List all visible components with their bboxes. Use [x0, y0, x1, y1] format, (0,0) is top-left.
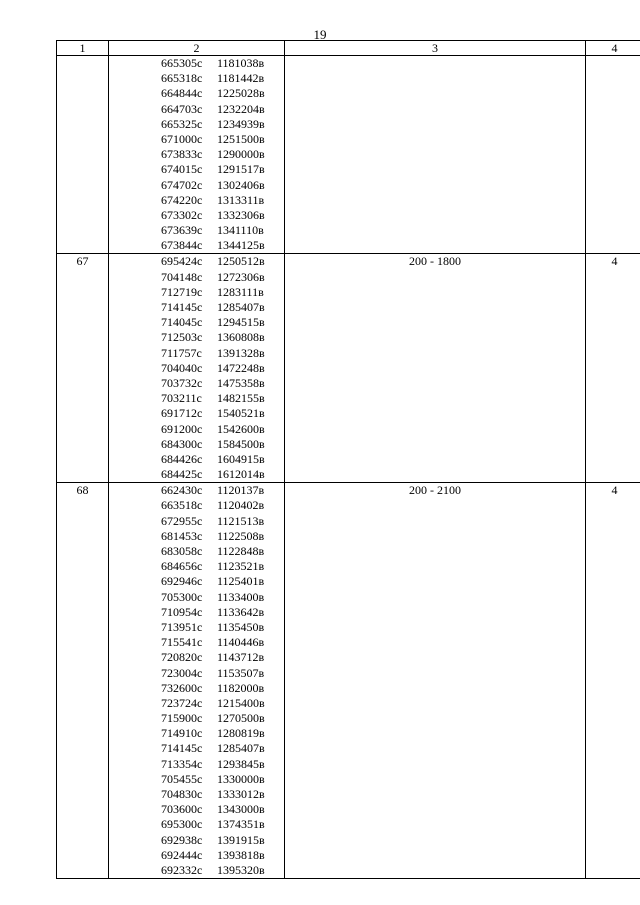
latitude-value: 684656с	[161, 559, 203, 574]
coordinate-pair	[109, 711, 284, 726]
longitude-value: 1472248в	[217, 360, 265, 375]
latitude-value: 703600с	[161, 802, 203, 817]
coordinate-pair	[109, 102, 284, 117]
longitude-value: 1291517в	[217, 162, 265, 177]
coordinate-pair	[109, 178, 284, 193]
coordinate-pair	[109, 514, 284, 529]
latitude-value: 695424с	[161, 254, 203, 269]
coordinate-pair	[109, 635, 284, 650]
longitude-value: 1181038в	[217, 56, 265, 70]
coordinate-pair	[109, 56, 284, 71]
category-value	[586, 56, 640, 254]
longitude-value: 1302406в	[217, 177, 265, 192]
category-value: 4	[586, 254, 640, 483]
longitude-value: 1140446в	[217, 635, 265, 650]
coordinate-pair	[109, 757, 284, 772]
depth-range: 200 - 2100	[285, 483, 586, 879]
longitude-value: 1341110в	[217, 223, 264, 238]
latitude-value: 715541с	[161, 635, 203, 650]
latitude-value: 662430с	[161, 483, 203, 498]
longitude-value: 1285407в	[217, 741, 265, 756]
latitude-value: 681453с	[161, 528, 203, 543]
column-header-3: 3	[285, 41, 586, 56]
coordinate-pair	[109, 437, 284, 452]
coordinate-pair	[109, 330, 284, 345]
longitude-value: 1234939в	[217, 116, 265, 131]
coordinate-list	[109, 56, 285, 254]
longitude-value: 1293845в	[217, 756, 265, 771]
latitude-value: 684426с	[161, 451, 203, 466]
longitude-value: 1290000в	[217, 147, 265, 162]
latitude-value: 692946с	[161, 574, 203, 589]
longitude-value: 1123521в	[217, 559, 265, 574]
group-number: 68	[57, 483, 109, 879]
latitude-value: 684300с	[161, 436, 203, 451]
longitude-value: 1120402в	[217, 498, 265, 513]
coordinate-list	[109, 254, 285, 483]
longitude-value: 1135450в	[217, 619, 265, 634]
coordinate-pair	[109, 544, 284, 559]
latitude-value: 692938с	[161, 832, 203, 847]
coordinate-pair	[109, 193, 284, 208]
coordinate-pair	[109, 848, 284, 863]
coordinate-pair	[109, 346, 284, 361]
latitude-value: 732600с	[161, 680, 203, 695]
latitude-value: 723724с	[161, 695, 203, 710]
longitude-value: 1182000в	[217, 680, 265, 695]
latitude-value: 695300с	[161, 817, 203, 832]
longitude-value: 1251500в	[217, 131, 265, 146]
coordinate-pair	[109, 467, 284, 482]
latitude-value: 665325с	[161, 116, 203, 131]
coordinate-pair	[109, 86, 284, 101]
latitude-value: 691712с	[161, 406, 203, 421]
coordinates-table	[56, 40, 640, 879]
coordinate-pair	[109, 529, 284, 544]
table-row	[57, 56, 640, 254]
depth-range	[285, 56, 586, 254]
longitude-value: 1153507в	[217, 665, 265, 680]
latitude-value: 703211с	[161, 391, 202, 406]
longitude-value: 1133642в	[217, 604, 265, 619]
coordinate-pair	[109, 483, 284, 498]
longitude-value: 1283111в	[217, 284, 264, 299]
category-value: 4	[586, 483, 640, 879]
coordinate-pair	[109, 681, 284, 696]
column-header-4: 4	[586, 41, 640, 56]
column-header-1: 1	[57, 41, 109, 56]
coordinate-pair	[109, 361, 284, 376]
group-number: 67	[57, 254, 109, 483]
longitude-value: 1393818в	[217, 847, 265, 862]
longitude-value: 1344125в	[217, 238, 265, 253]
coordinate-pair	[109, 605, 284, 620]
latitude-value: 684425с	[161, 467, 203, 482]
longitude-value: 1270500в	[217, 711, 265, 726]
table-row	[57, 483, 640, 879]
longitude-value: 1125401в	[217, 574, 265, 589]
longitude-value: 1542600в	[217, 421, 265, 436]
longitude-value: 1313311в	[217, 192, 265, 207]
coordinate-pair	[109, 117, 284, 132]
coordinate-pair	[109, 285, 284, 300]
latitude-value: 705455с	[161, 771, 203, 786]
longitude-value: 1272306в	[217, 269, 265, 284]
longitude-value: 1374351в	[217, 817, 265, 832]
coordinate-pair	[109, 300, 284, 315]
latitude-value: 665305с	[161, 56, 203, 70]
coordinate-pair	[109, 254, 284, 269]
latitude-value: 712719с	[161, 284, 203, 299]
longitude-value: 1121513в	[217, 513, 265, 528]
coordinate-pair	[109, 620, 284, 635]
longitude-value: 1225028в	[217, 86, 265, 101]
coordinate-pair	[109, 574, 284, 589]
coordinate-pair	[109, 238, 284, 253]
latitude-value: 705300с	[161, 589, 203, 604]
longitude-value: 1360808в	[217, 330, 265, 345]
longitude-value: 1343000в	[217, 802, 265, 817]
longitude-value: 1181442в	[217, 71, 265, 86]
longitude-value: 1294515в	[217, 315, 265, 330]
latitude-value: 704040с	[161, 360, 203, 375]
latitude-value: 710954с	[161, 604, 203, 619]
latitude-value: 713951с	[161, 619, 203, 634]
latitude-value: 704830с	[161, 787, 203, 801]
longitude-value: 1584500в	[217, 436, 265, 451]
table-body	[57, 56, 640, 879]
longitude-value: 1122508в	[217, 528, 265, 543]
coordinate-pair	[109, 726, 284, 741]
latitude-value: 683058с	[161, 544, 203, 558]
coordinate-pair	[109, 422, 284, 437]
latitude-value: 703732с	[161, 375, 203, 390]
coordinate-pair	[109, 772, 284, 787]
longitude-value: 1285407в	[217, 300, 265, 314]
coordinate-list	[109, 483, 285, 879]
longitude-value: 1250512в	[217, 254, 265, 269]
longitude-value: 1143712в	[217, 650, 265, 665]
latitude-value: 665318с	[161, 71, 203, 86]
coordinate-pair	[109, 817, 284, 832]
coordinate-pair	[109, 666, 284, 681]
coordinate-pair	[109, 498, 284, 513]
longitude-value: 1133400в	[217, 589, 265, 604]
column-header-2: 2	[109, 41, 285, 56]
page-number: 19	[313, 27, 327, 42]
table-row	[57, 254, 640, 483]
longitude-value: 1215400в	[217, 695, 265, 710]
longitude-value: 1482155в	[217, 391, 265, 406]
longitude-value: 1122848в	[217, 544, 265, 558]
coordinate-pair	[109, 559, 284, 574]
latitude-value: 673844с	[161, 238, 203, 253]
coordinate-pair	[109, 406, 284, 421]
latitude-value: 715900с	[161, 711, 203, 726]
latitude-value: 664703с	[161, 101, 203, 116]
coordinate-pair	[109, 833, 284, 848]
latitude-value: 723004с	[161, 665, 203, 680]
latitude-value: 714910с	[161, 726, 203, 741]
depth-range: 200 - 1800	[285, 254, 586, 483]
coordinate-pair	[109, 741, 284, 756]
coordinate-pair	[109, 787, 284, 802]
latitude-value: 673833с	[161, 147, 203, 162]
coordinate-pair	[109, 71, 284, 86]
longitude-value: 1391328в	[217, 345, 265, 360]
latitude-value: 691200с	[161, 421, 203, 436]
latitude-value: 674015с	[161, 162, 203, 177]
latitude-value: 672955с	[161, 513, 203, 528]
longitude-value: 1280819в	[217, 726, 265, 741]
coordinate-pair	[109, 132, 284, 147]
latitude-value: 664844с	[161, 86, 203, 101]
latitude-value: 720820с	[161, 650, 203, 665]
longitude-value: 1540521в	[217, 406, 265, 421]
latitude-value: 712503с	[161, 330, 203, 345]
latitude-value: 714045с	[161, 315, 203, 330]
longitude-value: 1333012в	[217, 787, 265, 801]
latitude-value: 713354с	[161, 756, 203, 771]
coordinate-pair	[109, 802, 284, 817]
latitude-value: 714145с	[161, 300, 203, 314]
latitude-value: 674702с	[161, 177, 203, 192]
group-number	[57, 56, 109, 254]
latitude-value: 671000с	[161, 131, 203, 146]
coordinate-pair	[109, 162, 284, 177]
coordinate-pair	[109, 223, 284, 238]
longitude-value: 1391915в	[217, 832, 265, 847]
latitude-value: 711757с	[161, 345, 202, 360]
coordinate-pair	[109, 696, 284, 711]
latitude-value: 673639с	[161, 223, 203, 238]
longitude-value: 1612014в	[217, 467, 265, 482]
latitude-value: 663518с	[161, 498, 203, 513]
coordinate-pair	[109, 452, 284, 467]
longitude-value: 1120137в	[217, 483, 265, 498]
coordinate-pair	[109, 376, 284, 391]
coordinate-pair	[109, 590, 284, 605]
longitude-value: 1332306в	[217, 207, 265, 222]
latitude-value: 674220с	[161, 192, 203, 207]
coordinate-pair	[109, 270, 284, 285]
longitude-value: 1330000в	[217, 771, 265, 786]
longitude-value: 1232204в	[217, 101, 265, 116]
latitude-value: 673302с	[161, 207, 203, 222]
table-header-row	[57, 41, 640, 56]
coordinate-pair	[109, 863, 284, 878]
coordinate-pair	[109, 650, 284, 665]
latitude-value: 704148с	[161, 269, 203, 284]
latitude-value: 692444с	[161, 847, 203, 862]
coordinate-pair	[109, 208, 284, 223]
coordinate-pair	[109, 391, 284, 406]
coordinate-pair	[109, 315, 284, 330]
latitude-value: 714145с	[161, 741, 203, 756]
longitude-value: 1604915в	[217, 451, 265, 466]
latitude-value: 692332с	[161, 862, 203, 877]
longitude-value: 1395320в	[217, 862, 265, 877]
longitude-value: 1475358в	[217, 375, 265, 390]
coordinate-pair	[109, 147, 284, 162]
